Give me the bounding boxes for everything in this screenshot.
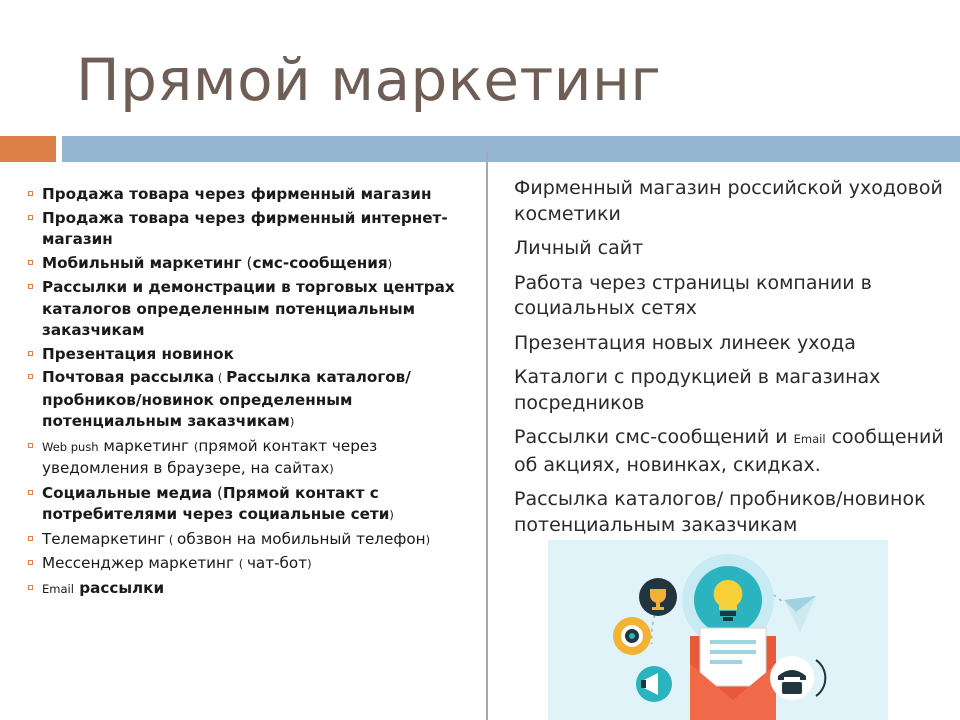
text-segment: Рассылки и демонстрации в торговых центрах каталогов определенным потенциальным заказчикам	[42, 278, 455, 339]
text-segment: Телемаркетинг	[42, 529, 166, 548]
text-segment: Web push	[42, 439, 99, 454]
envelope-icon	[690, 628, 776, 720]
right-list-item	[514, 236, 944, 262]
text-segment: Рассылка каталогов/ пробников/новинок определенным потенциальным заказчикам	[42, 368, 411, 430]
text-segment: )	[425, 532, 431, 547]
text-segment: )	[289, 415, 295, 429]
text-segment: Личный сайт	[514, 237, 644, 259]
text-segment: Мобильный маркетинг	[42, 253, 242, 272]
text-segment: рассылки	[73, 578, 165, 597]
text-segment: )	[387, 256, 393, 271]
left-list-item	[28, 277, 476, 342]
left-list-item	[28, 208, 476, 251]
left-list-item	[28, 344, 476, 366]
text-segment: (	[212, 483, 223, 502]
slide-title: Прямой маркетинг	[76, 46, 662, 114]
text-segment: прямой контакт через уведомления в браузере, на сайтах	[42, 436, 378, 477]
text-segment: Email	[42, 581, 74, 596]
left-list-item	[28, 184, 476, 206]
text-segment: Социальные медиа	[42, 483, 213, 502]
text-segment: (	[165, 532, 178, 547]
right-list-item	[514, 271, 944, 322]
megaphone-icon	[636, 666, 672, 702]
text-segment: Продажа товара через фирменный магазин	[42, 185, 432, 203]
text-segment: (	[238, 557, 247, 571]
text-segment: чат-бот	[246, 554, 308, 572]
left-list-item	[28, 367, 476, 434]
target-icon	[613, 617, 651, 655]
trophy-icon	[639, 578, 677, 616]
text-segment: обзвон на мобильный телефон	[177, 529, 426, 548]
left-list-item	[28, 578, 476, 601]
text-segment: Работа через страницы компании в социальных сетях	[514, 271, 872, 319]
left-list-item	[28, 553, 476, 576]
text-segment: Презентация новых линеек ухода	[514, 331, 856, 354]
text-segment: Рассылки смс-сообщений и	[514, 426, 794, 448]
text-segment: Email	[793, 432, 826, 446]
column-divider	[486, 152, 488, 720]
text-segment: Фирменный магазин российской уходовой косметики	[514, 177, 943, 225]
left-bullet-list	[28, 184, 476, 602]
right-text-column	[514, 176, 944, 547]
left-list-item	[28, 529, 476, 552]
text-segment: Прямой контакт с потребителями через социальные сети	[42, 483, 390, 523]
text-segment: )	[389, 508, 394, 522]
left-list-item	[28, 253, 476, 276]
right-list-item	[514, 487, 944, 538]
text-segment: сообщений об акциях, новинках, скидках.	[514, 426, 944, 476]
text-segment: Мессенджер маркетинг	[42, 554, 239, 572]
text-segment: Презентация новинок	[42, 344, 234, 363]
text-segment: (	[241, 253, 253, 272]
text-segment: )	[307, 557, 312, 571]
text-segment: маркетинг	[98, 436, 194, 455]
text-segment: )	[329, 462, 334, 476]
right-list-item	[514, 176, 944, 227]
left-list-item	[28, 483, 476, 527]
text-segment: Продажа товара через фирменный интернет-магазин	[42, 208, 448, 248]
text-segment: Почтовая рассылка	[42, 368, 215, 386]
accent-bar-orange	[0, 136, 56, 162]
right-list-item	[514, 365, 944, 416]
right-list-item	[514, 331, 944, 357]
text-segment: смс-сообщения	[252, 253, 388, 272]
right-list-item	[514, 425, 944, 478]
text-segment: (	[193, 439, 199, 454]
left-list-item	[28, 436, 476, 481]
accent-bar-blue	[62, 136, 960, 162]
text-segment: (	[214, 371, 227, 385]
text-segment: Каталоги с продукцией в магазинах посредников	[514, 366, 881, 414]
text-segment: Рассылка каталогов/ пробников/новинок потенциальным заказчикам	[514, 488, 926, 536]
marketing-illustration	[548, 540, 888, 720]
